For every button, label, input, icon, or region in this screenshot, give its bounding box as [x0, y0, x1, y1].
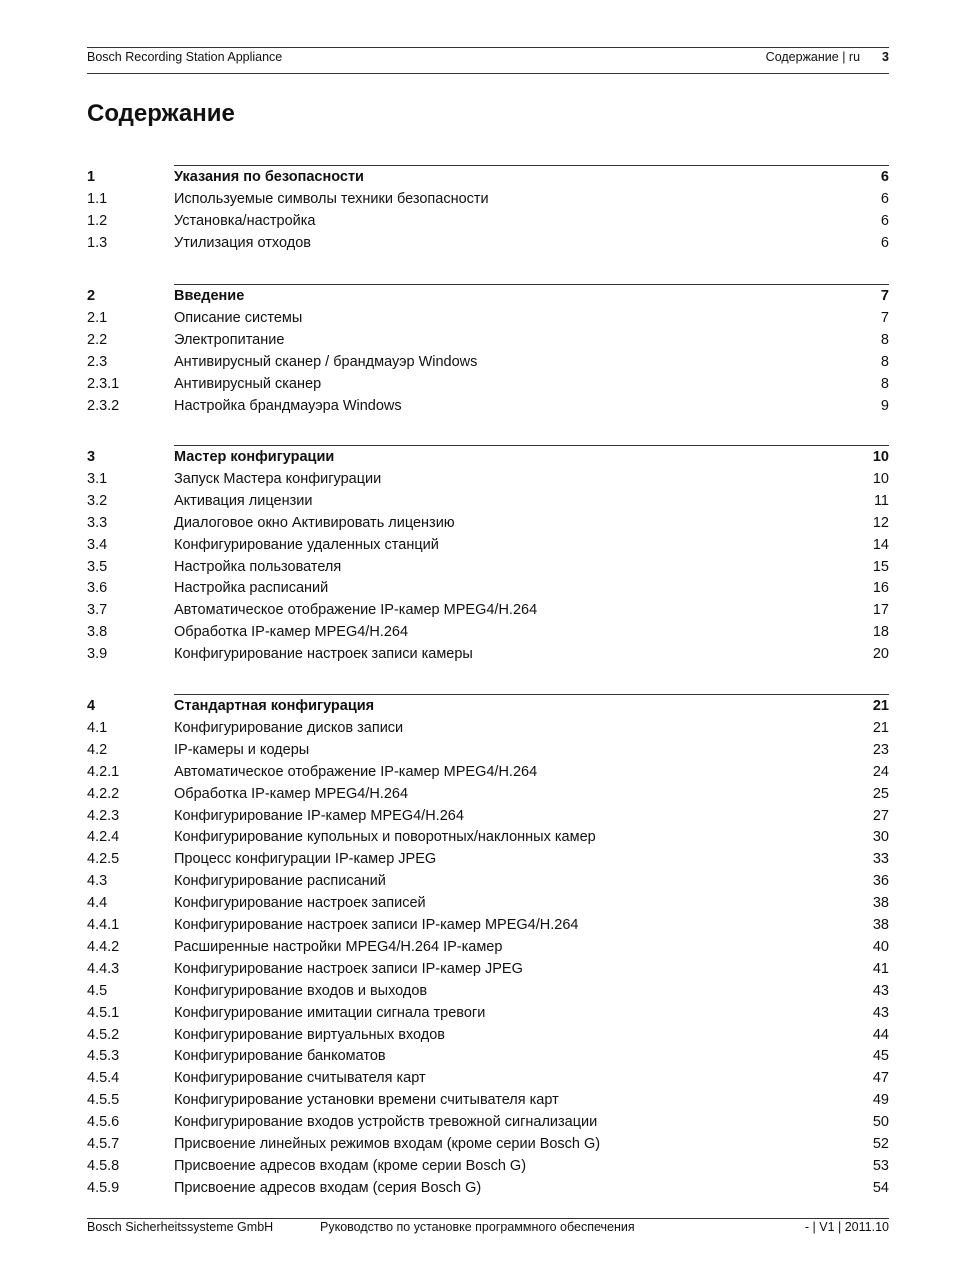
- toc-entry-title: Настройка пользователя: [174, 558, 342, 575]
- toc-entry[interactable]: [87, 307, 889, 329]
- toc-entry-page: 30: [872, 829, 889, 846]
- toc-entry-number: 4.4: [87, 895, 108, 912]
- toc-entry-number: 4.2.2: [87, 785, 120, 802]
- toc-entry-title: Указания по безопасности: [174, 169, 364, 185]
- toc-entry-title: Конфигурирование настроек записи камеры: [174, 646, 473, 663]
- toc-entry[interactable]: [87, 1177, 889, 1199]
- toc-entry-title: Обработка IP-камер MPEG4/H.264: [174, 785, 409, 802]
- toc-entry[interactable]: [87, 936, 889, 958]
- toc-entry[interactable]: [87, 739, 889, 761]
- toc-entry[interactable]: [87, 980, 889, 1002]
- toc-entry-number: 4: [87, 698, 96, 714]
- toc-entry-page: 38: [872, 895, 889, 912]
- toc-entry-number: 4.3: [87, 873, 108, 890]
- toc-entry-page: 23: [872, 741, 889, 758]
- toc-entry-title: Конфигурирование банкоматов: [174, 1048, 386, 1065]
- toc-entry-title: Автоматическое отображение IP-камер MPEG4/H.264: [174, 763, 538, 780]
- toc-entry-number: 4.4.1: [87, 917, 120, 933]
- toc-entry-title: Антивирусный сканер / брандмауэр Windows: [174, 353, 478, 370]
- toc-entry-page: 33: [872, 851, 889, 868]
- toc-entry-page: 53: [872, 1157, 889, 1174]
- toc-entry-page: 10: [872, 470, 889, 487]
- toc-entry[interactable]: [87, 717, 889, 739]
- toc-entry-page: 36: [872, 873, 889, 890]
- toc-entry-number: 4.5.8: [87, 1157, 120, 1174]
- toc-entry[interactable]: [87, 621, 889, 643]
- toc-entry-page: 21: [872, 719, 889, 736]
- toc-entry-title: Присвоение линейных режимов входам (кроме серии Bosch G): [174, 1136, 601, 1152]
- toc-entry-page: 47: [872, 1070, 889, 1087]
- header-right: [766, 50, 889, 64]
- toc-entry-page: 9: [880, 397, 889, 414]
- toc-entry-page: 6: [880, 212, 889, 229]
- toc-entry-title: Расширенные настройки MPEG4/H.264 IP-камер: [174, 938, 503, 955]
- toc-entry-number: 3.1: [87, 470, 108, 487]
- toc-entry[interactable]: [87, 1089, 889, 1111]
- toc-entry-page: 8: [880, 353, 889, 370]
- toc-entry-page: 21: [872, 698, 889, 714]
- toc-entry-page: 10: [872, 449, 889, 465]
- toc-entry-title: Конфигурирование удаленных станций: [174, 536, 439, 553]
- toc-entry[interactable]: [87, 373, 889, 395]
- toc-entry[interactable]: [87, 826, 889, 848]
- toc-entry[interactable]: [87, 914, 889, 936]
- toc-entry-page: 6: [880, 169, 889, 185]
- toc-entry[interactable]: [87, 1111, 889, 1133]
- toc-entry[interactable]: [87, 577, 889, 599]
- toc-entry-number: 2: [87, 288, 96, 304]
- toc-entry[interactable]: [87, 512, 889, 534]
- toc-entry-number: 3: [87, 449, 96, 465]
- toc-entry-number: 2.1: [87, 309, 108, 326]
- toc-entry[interactable]: [87, 534, 889, 556]
- toc-entry-title: Конфигурирование считывателя карт: [174, 1070, 426, 1087]
- toc-entry-number: 1.1: [87, 190, 108, 207]
- toc-entry-title: Конфигурирование настроек записей: [174, 895, 426, 912]
- toc-entry-page: 50: [872, 1114, 889, 1131]
- toc-entry-title: Стандартная конфигурация: [174, 698, 375, 714]
- toc-entry-number: 1: [87, 169, 96, 185]
- toc-entry-title: Установка/настройка: [174, 212, 316, 229]
- toc-entry-number: 4.5: [87, 982, 108, 999]
- toc-entry[interactable]: [87, 761, 889, 783]
- toc-entry[interactable]: [87, 805, 889, 827]
- toc-entry-number: 4.5.3: [87, 1048, 120, 1065]
- toc-entry-page: 15: [872, 558, 889, 575]
- toc-entry-number: 3.5: [87, 558, 108, 575]
- toc-entry-page: 49: [872, 1092, 889, 1109]
- toc-chapter-entry[interactable]: [87, 695, 889, 717]
- footer-document-title: Руководство по установке программного обеспечения: [320, 1220, 635, 1234]
- toc-entry-title: Присвоение адресов входам (кроме серии Bosch G): [174, 1157, 527, 1174]
- footer-version: - | V1 | 2011.10: [804, 1220, 889, 1234]
- toc-entry-number: 4.4.2: [87, 938, 120, 955]
- toc-entry-title: Конфигурирование купольных и поворотных/наклонных камер: [174, 829, 596, 846]
- toc-entry-number: 4.2.3: [87, 807, 120, 824]
- toc-entry-title: Конфигурирование входов и выходов: [174, 982, 428, 999]
- toc-entry-page: 43: [872, 1004, 889, 1021]
- toc-entry-title: Настройка расписаний: [174, 580, 329, 597]
- header-section: Содержание | ru: [765, 50, 861, 64]
- toc-entry-title: Конфигурирование расписаний: [174, 873, 386, 890]
- toc-entry-number: 2.3.1: [87, 375, 120, 392]
- toc-entry-number: 4.5.7: [87, 1136, 120, 1152]
- toc-entry-number: 4.2.1: [87, 763, 120, 780]
- toc-entry-number: 4.5.4: [87, 1070, 120, 1087]
- toc-entry-page: 27: [872, 807, 889, 824]
- toc-entry[interactable]: [87, 870, 889, 892]
- toc-entry-title: Активация лицензии: [174, 492, 313, 509]
- toc-entry-title: Диалоговое окно Активировать лицензию: [174, 514, 455, 531]
- toc-entry[interactable]: [87, 958, 889, 980]
- toc-entry[interactable]: [87, 848, 889, 870]
- toc-entry-page: 12: [872, 514, 889, 531]
- toc-entry[interactable]: [87, 643, 889, 665]
- toc-entry-page: 8: [880, 331, 889, 348]
- toc-entry-page: 24: [872, 763, 889, 780]
- toc-entry-page: 16: [872, 580, 889, 597]
- toc-entry-title: Используемые символы техники безопасности: [174, 190, 489, 207]
- toc-entry[interactable]: [87, 210, 889, 232]
- toc-entry-number: 3.6: [87, 580, 108, 597]
- toc-entry-title: IP-камеры и кодеры: [174, 741, 310, 758]
- toc-entry-number: 3.7: [87, 602, 108, 619]
- toc-entry[interactable]: [87, 783, 889, 805]
- header-top-rule: [87, 47, 889, 48]
- toc-entry-number: 2.2: [87, 331, 108, 348]
- footer-rule: [87, 1218, 889, 1219]
- toc-entry[interactable]: [87, 556, 889, 578]
- toc-entry-title: Присвоение адресов входам (серия Bosch G): [174, 1179, 482, 1196]
- toc-entry-page: 11: [873, 492, 889, 509]
- header-product: Bosch Recording Station Appliance: [87, 50, 283, 64]
- toc-entry-number: 4.5.9: [87, 1179, 120, 1196]
- toc-entry-number: 4.2.5: [87, 851, 120, 868]
- toc-chapter-entry[interactable]: [87, 285, 889, 307]
- toc-entry-title: Конфигурирование дисков записи: [174, 719, 404, 736]
- toc-entry-page: 8: [880, 375, 889, 392]
- toc-entry-title: Настройка брандмауэра Windows: [174, 397, 402, 414]
- toc-entry[interactable]: [87, 395, 889, 417]
- toc-entry-page: 7: [880, 309, 889, 326]
- toc-entry-title: Конфигурирование IP-камер MPEG4/H.264: [174, 807, 464, 824]
- toc-entry[interactable]: [87, 1002, 889, 1024]
- toc-entry-page: 7: [880, 288, 889, 304]
- toc-entry-page: 40: [872, 938, 889, 955]
- toc-entry-title: Запуск Мастера конфигурации: [174, 470, 382, 487]
- toc-entry-number: 4.1: [87, 719, 108, 736]
- toc-entry-title: Описание системы: [174, 309, 303, 326]
- toc-chapter-entry[interactable]: [87, 166, 889, 188]
- footer-company: Bosch Sicherheitssysteme GmbH: [87, 1220, 274, 1234]
- toc-entry-page: 43: [872, 982, 889, 999]
- toc-entry-page: 6: [880, 234, 889, 251]
- toc-entry[interactable]: [87, 1155, 889, 1177]
- toc-entry-title: Конфигурирование входов устройств тревожной сигнализации: [174, 1114, 598, 1131]
- toc-entry[interactable]: [87, 1045, 889, 1067]
- toc-entry-number: 3.9: [87, 646, 108, 663]
- toc-entry-title: Конфигурирование настроек записи IP-камер JPEG: [174, 960, 523, 977]
- toc-entry-page: 54: [872, 1179, 889, 1196]
- toc-entry-page: 38: [872, 917, 889, 933]
- toc-entry-page: 6: [880, 190, 889, 207]
- toc-entry-title: Обработка IP-камер MPEG4/H.264: [174, 624, 409, 641]
- toc-entry[interactable]: [87, 188, 889, 210]
- toc-entry[interactable]: [87, 468, 889, 490]
- page-header: [87, 50, 889, 68]
- header-bottom-rule: [87, 73, 889, 74]
- toc-entry-title: Конфигурирование установки времени считывателя карт: [174, 1092, 559, 1109]
- toc-entry-title: Электропитание: [174, 331, 285, 348]
- toc-entry-page: 45: [872, 1048, 889, 1065]
- toc-entry-number: 1.2: [87, 212, 108, 229]
- toc-entry-page: 25: [872, 785, 889, 802]
- page-footer: [87, 1220, 889, 1238]
- toc-entry[interactable]: [87, 232, 889, 254]
- toc-entry-number: 4.2.4: [87, 829, 120, 846]
- toc-entry-number: 2.3: [87, 353, 108, 370]
- toc-entry[interactable]: [87, 599, 889, 621]
- header-page-number: 3: [882, 50, 889, 64]
- toc-entry-number: 4.4.3: [87, 960, 120, 977]
- toc-entry-page: 44: [872, 1026, 889, 1043]
- toc-entry-title: Утилизация отходов: [174, 234, 311, 251]
- toc-entry-number: 2.3.2: [87, 397, 120, 414]
- toc-entry-number: 3.3: [87, 514, 108, 531]
- toc-entry-page: 20: [872, 646, 889, 663]
- toc-entry-title: Введение: [174, 288, 245, 304]
- toc-entry[interactable]: [87, 1067, 889, 1089]
- toc-entry-title: Конфигурирование имитации сигнала тревоги: [174, 1004, 486, 1021]
- toc-entry-title: Автоматическое отображение IP-камер MPEG4/H.264: [174, 602, 538, 619]
- page-title: Содержание: [87, 100, 235, 127]
- toc-entry-number: 1.3: [87, 234, 108, 251]
- toc-entry-number: 4.5.5: [87, 1092, 120, 1109]
- toc-entry-number: 3.2: [87, 492, 108, 509]
- toc-entry-page: 14: [872, 536, 889, 553]
- toc-entry[interactable]: [87, 1024, 889, 1046]
- toc-entry-page: 41: [872, 960, 889, 977]
- toc-entry[interactable]: [87, 1133, 889, 1155]
- toc-entry-number: 4.2: [87, 741, 108, 758]
- toc-entry[interactable]: [87, 892, 889, 914]
- toc-chapter-entry[interactable]: [87, 446, 889, 468]
- toc-entry-title: Процесс конфигурации IP-камер JPEG: [174, 851, 437, 868]
- toc-entry-number: 3.4: [87, 536, 108, 553]
- toc-entry-number: 4.5.2: [87, 1026, 120, 1043]
- toc-entry-page: 18: [872, 624, 889, 641]
- toc-entry-number: 4.5.1: [87, 1004, 120, 1021]
- toc-entry-number: 3.8: [87, 624, 108, 641]
- toc-entry-title: Конфигурирование виртуальных входов: [174, 1026, 446, 1043]
- toc-entry[interactable]: [87, 351, 889, 373]
- toc-entry[interactable]: [87, 490, 889, 512]
- toc-entry-page: 17: [872, 602, 889, 619]
- toc-entry-title: Мастер конфигурации: [174, 449, 335, 465]
- toc-entry-number: 4.5.6: [87, 1114, 120, 1131]
- toc-entry-title: Антивирусный сканер: [174, 375, 322, 392]
- toc-entry-title: Конфигурирование настроек записи IP-камер MPEG4/H.264: [174, 917, 579, 933]
- toc-entry[interactable]: [87, 329, 889, 351]
- toc-entry-page: 52: [872, 1136, 889, 1152]
